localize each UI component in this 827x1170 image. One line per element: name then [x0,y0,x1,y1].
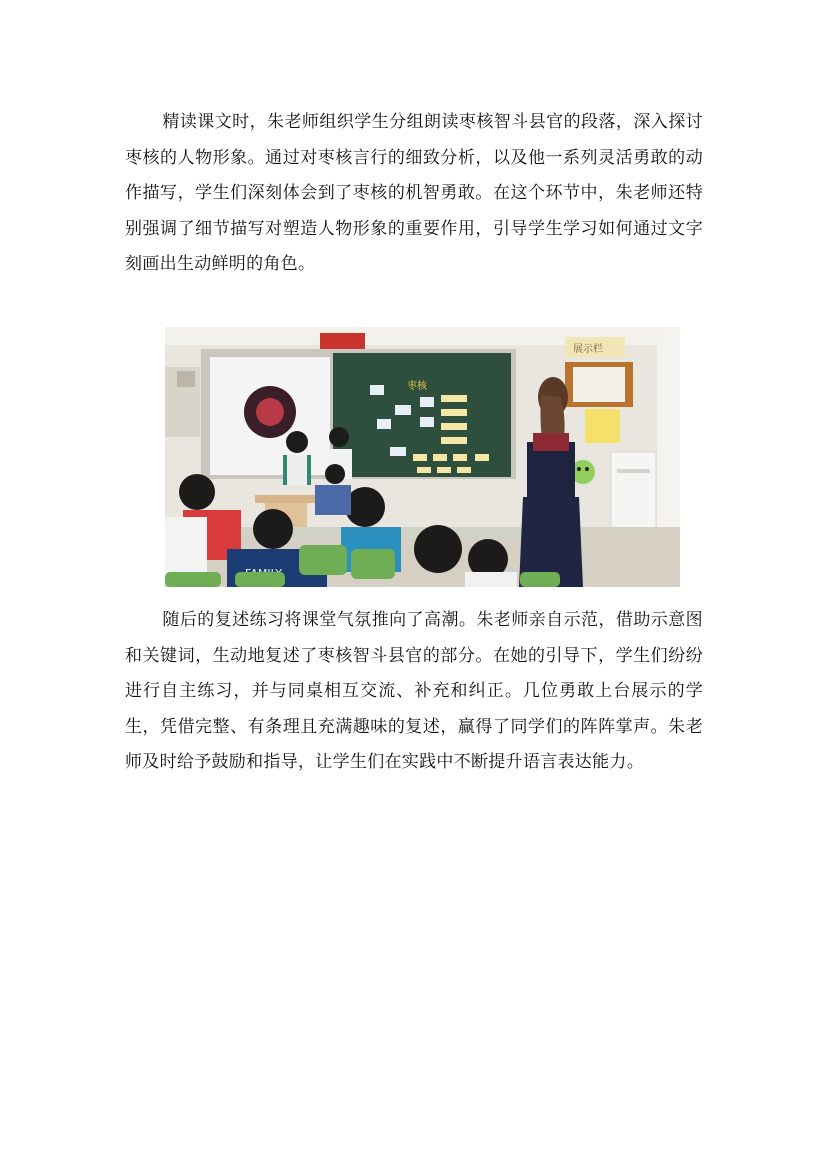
wall-sign: 展示栏 [573,344,603,355]
board-title: 枣核 [407,381,427,392]
classroom-photo [165,327,680,587]
body-paragraph-2: 随后的复述练习将课堂气氛推向了高潮。朱老师亲自示范，借助示意图和关键词，生动地复述了枣核智斗县官的部分。在她的引导下，学生们纷纷进行自主练习，并与同桌相互交流、补充和纠正。几位勇敢上台展示的学生，凭借完整、有条理且充满趣味的复述，赢得了同学们的阵阵掌声。朱老师及时给予鼓励和指导，让学生们在实践中不断提升语言表达能力。 [125,610,703,772]
body-paragraph-1: 精读课文时，朱老师组织学生分组朗读枣核智斗县官的段落，深入探讨枣核的人物形象。通过对枣核言行的细致分析，以及他一系列灵活勇敢的动作描写，学生们深刻体会到了枣核的机智勇敢。在这个环节中，朱老师还特别强调了细节描写对塑造人物形象的重要作用，引导学生学习如何通过文字刻画出生动鲜明的角色。 [125,112,703,274]
